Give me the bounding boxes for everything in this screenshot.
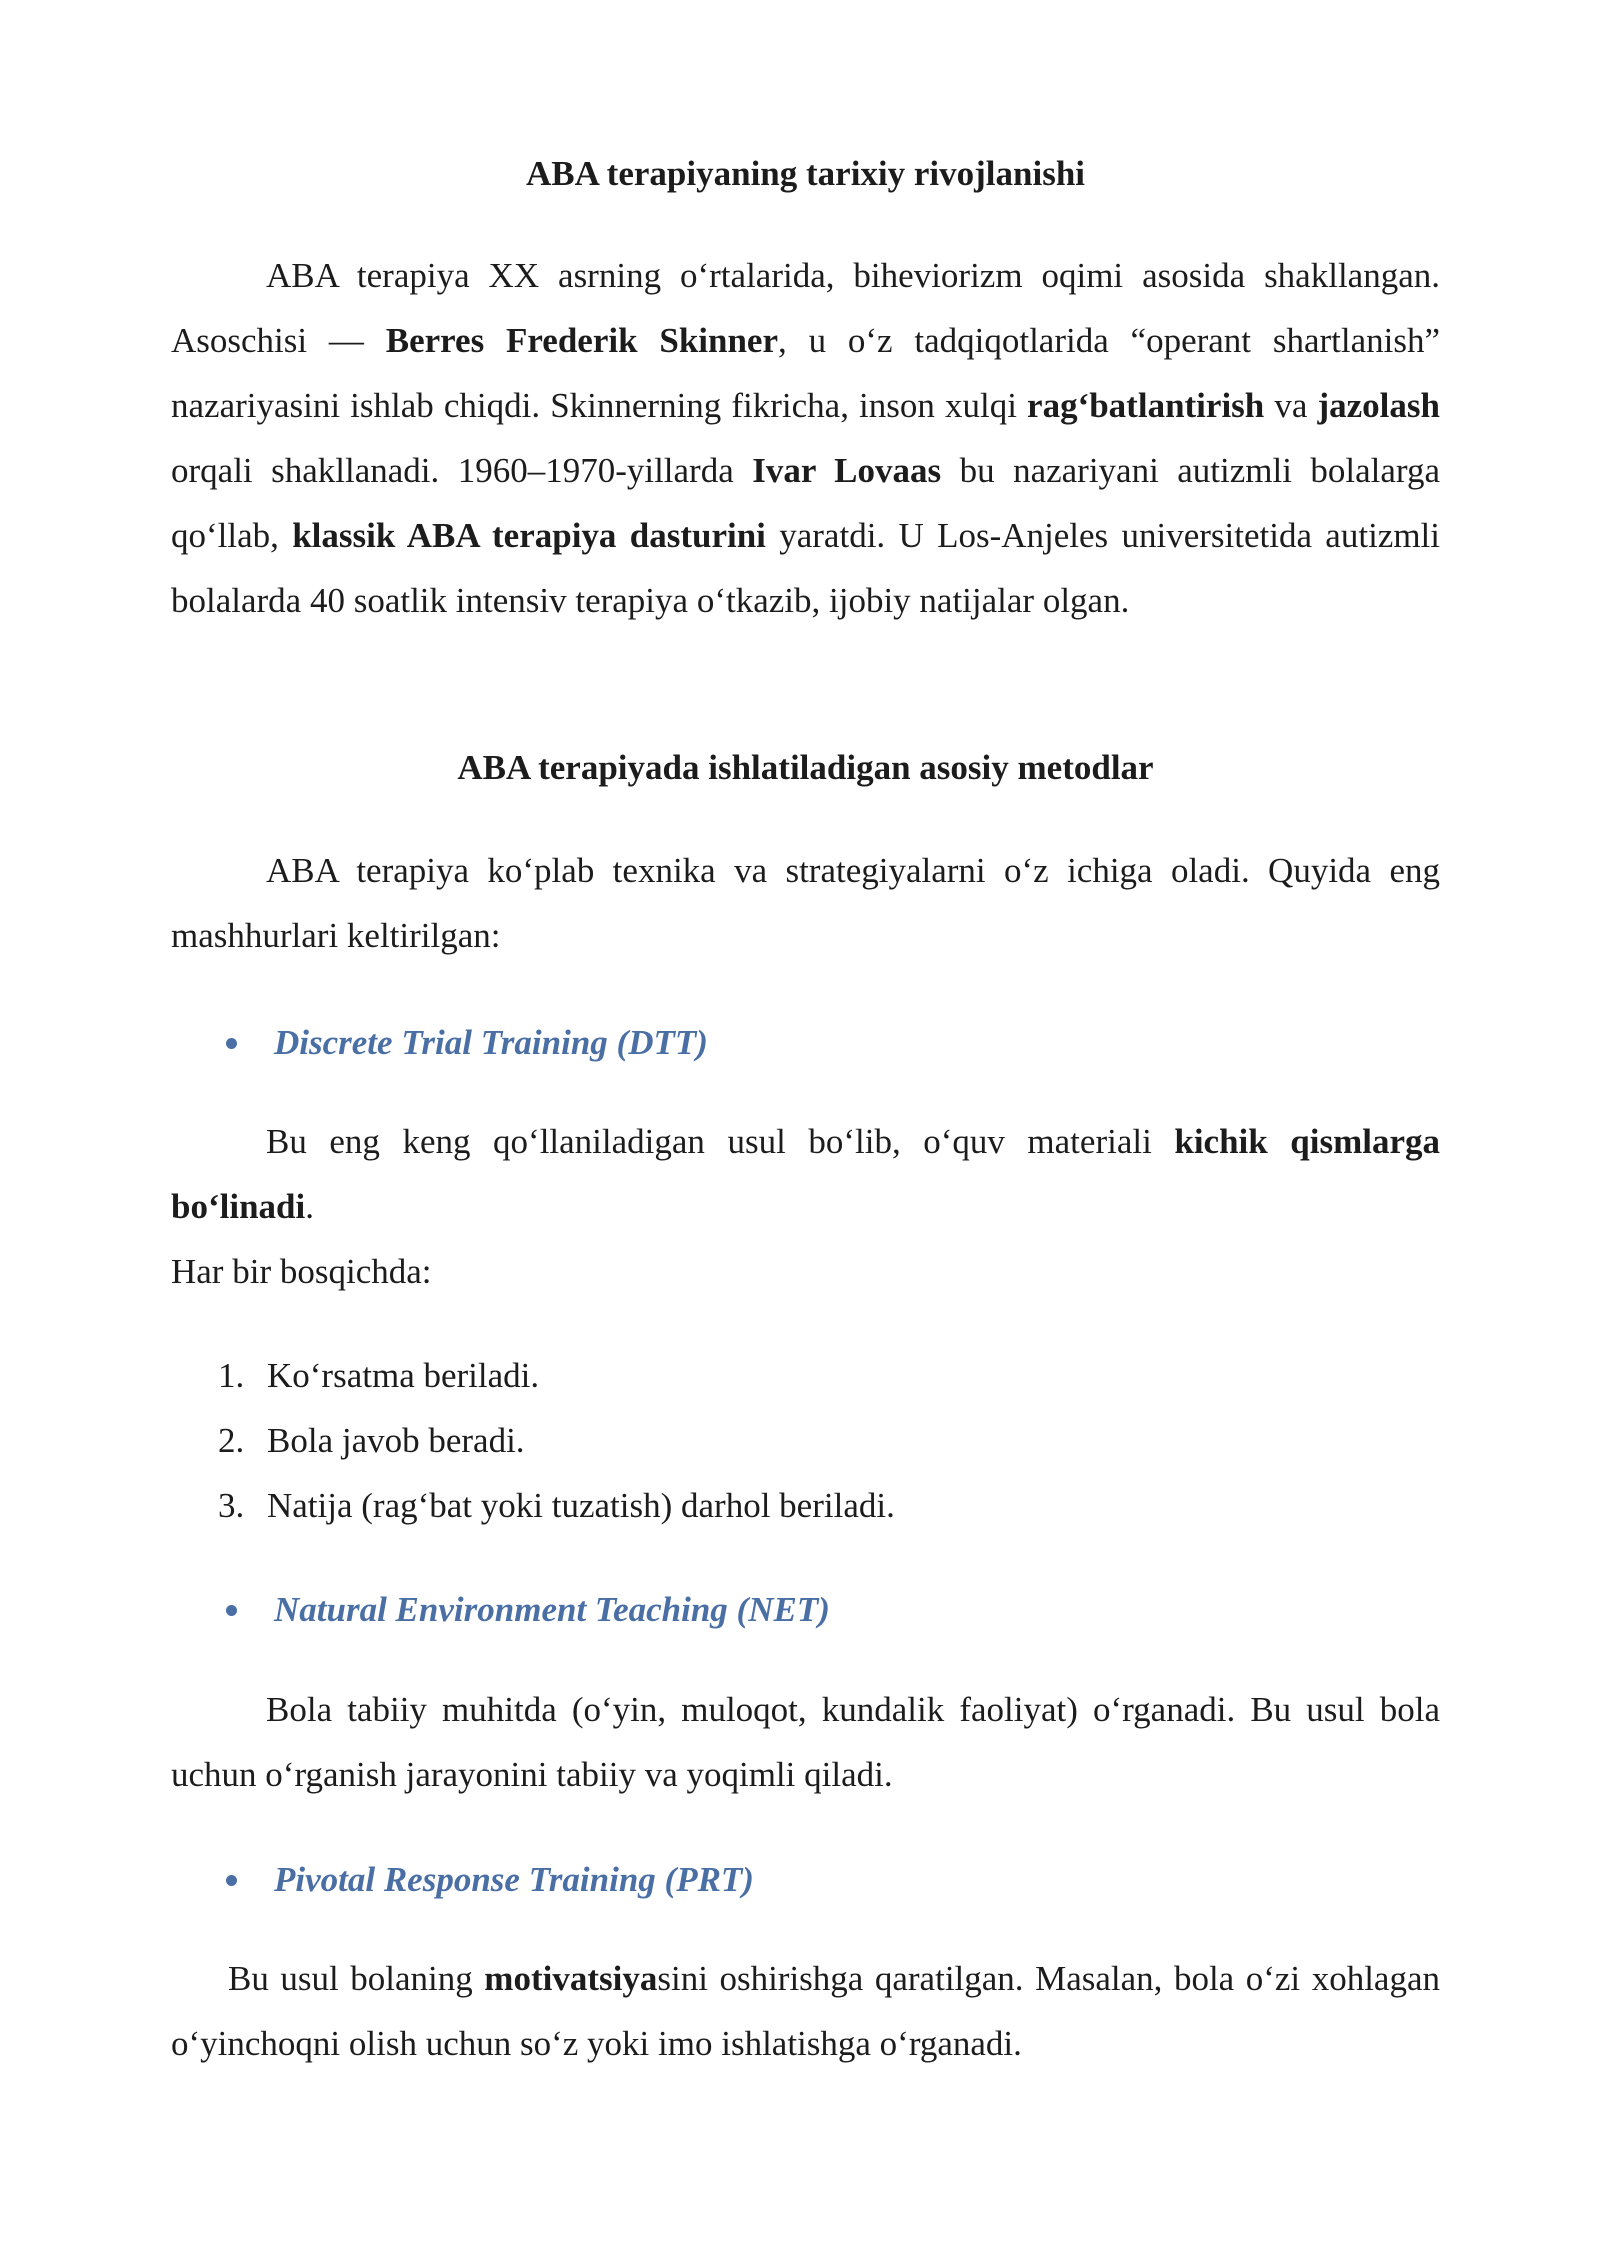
bullet-icon	[226, 1875, 237, 1886]
list-text: Bola javob beradi.	[267, 1421, 525, 1460]
list-text: Natija (rag‘bat yoki tuzatish) darhol beriladi.	[267, 1486, 895, 1525]
text-run: ABA terapiya XX asrning o‘rtalarida, biheviorizm oqimi asosida shakllangan. Asoschisi —	[171, 256, 1440, 360]
bold-run: Ivar Lovaas	[752, 451, 942, 490]
text-run: yaratdi. U Los-Anjeles universitetida autizmli bolalarda 40 soatlik intensiv terapiya o‘tkazib, ijobiy natijalar olgan.	[171, 516, 1440, 620]
steps-list	[218, 1343, 895, 1538]
method-title-net: Natural Environment Teaching (NET)	[274, 1590, 830, 1629]
bold-run: kichik qismlarga bo‘linadi	[171, 1122, 1441, 1226]
list-text: Ko‘rsatma beriladi.	[267, 1356, 540, 1395]
method-bullet-prt	[226, 1858, 754, 1902]
bold-run: rag‘batlantirish	[1027, 386, 1265, 425]
method-bullet-dtt	[226, 1021, 708, 1065]
paragraph-history	[171, 243, 1440, 633]
paragraph-dtt	[171, 1109, 1440, 1239]
list-number: 3.	[218, 1486, 245, 1525]
text-run: sini oshirishga qaratilgan. Masalan, bola o‘zi xohlagan o‘yinchoqni olish uchun so‘z yoki imo ishlatishga o‘rganadi.	[171, 1959, 1440, 2063]
section-heading-history: ABA terapiyaning tarixiy rivojlanishi	[525, 154, 1086, 193]
bullet-icon	[226, 1038, 237, 1049]
text-run: , u o‘z tadqiqotlarida “operant shartlanish” nazariyasini ishlab chiqdi. Skinnerning fikricha, inson xulqi	[171, 321, 1441, 425]
list-number: 1.	[218, 1356, 245, 1395]
list-item	[218, 1473, 895, 1538]
text-run: Bu usul bolaning	[228, 1959, 485, 1998]
paragraph-methods-intro: ABA terapiya ko‘plab texnika va strategiyalarni o‘z ichiga oladi. Quyida eng mashhurlari keltirilgan:	[171, 851, 1440, 955]
paragraph-net: Bola tabiiy muhitda (o‘yin, muloqot, kundalik faoliyat) o‘rganadi. Bu usul bola uchun o‘rganish jarayonini tabiiy va yoqimli qiladi.	[171, 1690, 1440, 1794]
list-item	[218, 1343, 895, 1408]
method-title-prt: Pivotal Response Training (PRT)	[274, 1860, 754, 1899]
paragraph-steps-intro: Har bir bosqichda:	[171, 1252, 432, 1291]
paragraph-prt	[171, 1946, 1440, 2076]
text-run: .	[305, 1187, 314, 1226]
text-run: orqali shakllanadi. 1960–1970-yillarda	[171, 451, 753, 490]
bold-run: motivatsiya	[484, 1959, 658, 1998]
bullet-icon	[226, 1605, 237, 1616]
text-run: bu nazariyani autizmli bolalarga qo‘llab,	[171, 451, 1440, 555]
bold-run: Berres Frederik Skinner	[385, 321, 779, 360]
bold-run: klassik ABA terapiya dasturini	[292, 516, 766, 555]
section-heading-methods: ABA terapiyada ishlatiladigan asosiy metodlar	[457, 748, 1154, 787]
text-run: va	[1264, 386, 1318, 425]
list-number: 2.	[218, 1421, 245, 1460]
method-title-dtt: Discrete Trial Training (DTT)	[274, 1023, 708, 1062]
list-item	[218, 1408, 895, 1473]
bold-run: jazolash	[1317, 386, 1440, 425]
text-run: Bu eng keng qo‘llaniladigan usul bo‘lib, o‘quv materiali	[266, 1122, 1175, 1161]
method-bullet-net	[226, 1588, 830, 1632]
